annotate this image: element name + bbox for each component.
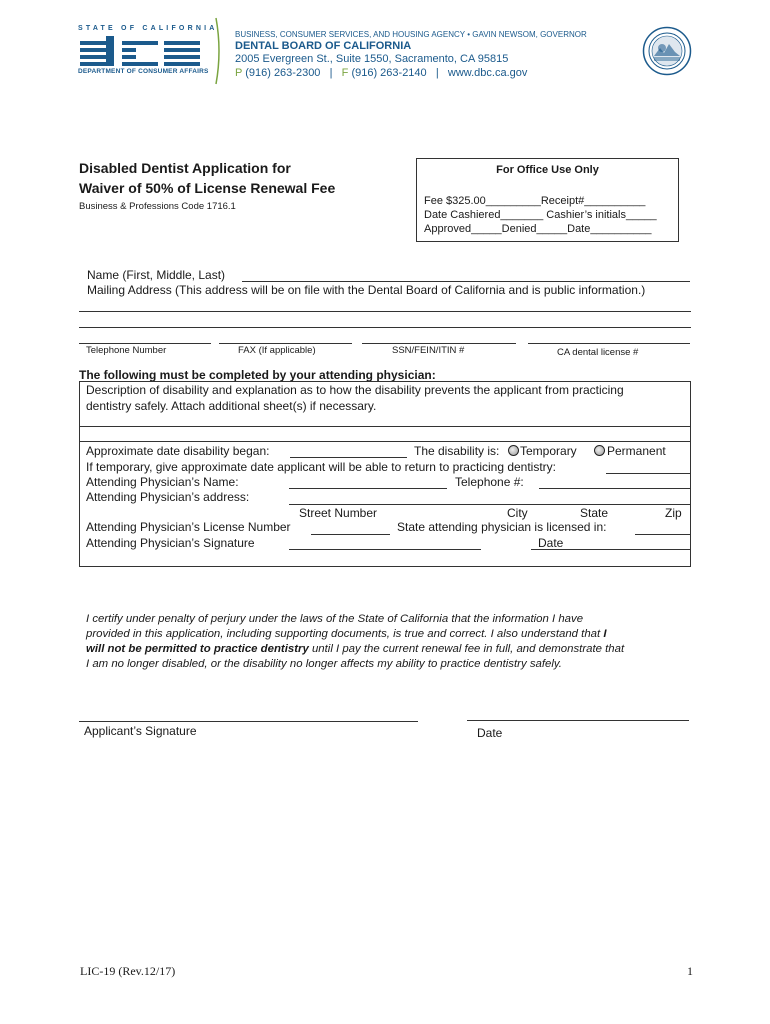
- certification-line3: [86, 642, 690, 657]
- permanent-label: Permanent: [607, 444, 666, 458]
- street-number-label: Street Number: [299, 506, 378, 520]
- form-title-line1: Disabled Dentist Application for: [79, 160, 291, 176]
- city-label: City: [507, 506, 528, 520]
- physician-box-right: [690, 381, 691, 567]
- fax-field[interactable]: [219, 343, 352, 344]
- contact-line: [235, 67, 527, 79]
- ssn-label: SSN/FEIN/ITIN #: [392, 345, 465, 356]
- physician-name-field[interactable]: [289, 488, 447, 489]
- department-text: DEPARTMENT OF CONSUMER AFFAIRS: [78, 68, 209, 75]
- physician-signature-field[interactable]: [289, 549, 481, 550]
- separator: |: [435, 67, 439, 79]
- office-use-fields: [424, 194, 657, 236]
- separator: |: [329, 67, 333, 79]
- agency-line: BUSINESS, CONSUMER SERVICES, AND HOUSING AGENCY • GAVIN NEWSOM, GOVERNOR: [235, 30, 587, 39]
- telephone-label: Telephone Number: [86, 345, 167, 356]
- physician-box-bottom: [79, 566, 691, 567]
- applicant-date-label: Date: [477, 726, 503, 740]
- physician-date-field[interactable]: [531, 549, 690, 550]
- return-date-label: If temporary, give approximate date applicant will be able to return to practicing dentistry:: [86, 460, 557, 474]
- applicant-date-field[interactable]: [467, 720, 689, 721]
- certification-line2-bold: I: [603, 628, 607, 640]
- description-extra-line: [79, 441, 691, 442]
- applicant-signature-label: Applicant’s Signature: [84, 724, 197, 738]
- approx-date-field[interactable]: [290, 457, 407, 458]
- office-cashier-line: Date Cashiered_______ Cashier’s initials_____: [424, 209, 657, 221]
- state-licensed-label: State attending physician is licensed in:: [397, 520, 607, 534]
- disability-description-label-2: dentistry safely. Attach additional sheet(s) if necessary.: [86, 399, 377, 413]
- description-area-bottom: [79, 426, 691, 427]
- physician-address-field[interactable]: [289, 504, 690, 505]
- certification-line2: [86, 627, 690, 642]
- office-fee-line: Fee $325.00_________Receipt#__________: [424, 195, 646, 207]
- office-use-heading: For Office Use Only: [496, 164, 599, 176]
- fax-number: (916) 263-2140: [351, 67, 427, 79]
- approx-date-label: Approximate date disability began:: [86, 444, 270, 458]
- board-name: DENTAL BOARD OF CALIFORNIA: [235, 40, 412, 52]
- website-link[interactable]: www.dbc.ca.gov: [447, 67, 528, 79]
- dca-logo-mark: [78, 36, 206, 66]
- state-licensed-field[interactable]: [635, 534, 690, 535]
- statute-code: Business & Professions Code 1716.1: [79, 201, 236, 212]
- permanent-radio[interactable]: [594, 445, 605, 456]
- mailing-address-field-1[interactable]: [79, 311, 691, 312]
- phone-number: (916) 263-2300: [245, 67, 321, 79]
- return-date-field[interactable]: [606, 473, 690, 474]
- physician-date-label: Date: [538, 536, 564, 550]
- fax-prefix: F: [341, 67, 349, 79]
- dental-license-label: CA dental license #: [557, 347, 639, 358]
- certification-statement: [86, 612, 690, 672]
- temporary-label: Temporary: [520, 444, 577, 458]
- state-seal-icon: [642, 26, 692, 76]
- certification-line2-text: provided in this application, including supporting documents, is true and correct. I also understand that: [86, 628, 604, 640]
- ssn-field[interactable]: [362, 343, 516, 344]
- physician-address-label: Attending Physician’s address:: [86, 490, 250, 504]
- physician-box-top: [79, 381, 691, 382]
- applicant-signature-field[interactable]: [79, 721, 418, 722]
- telephone-field[interactable]: [79, 343, 211, 344]
- mailing-address-field-2[interactable]: [79, 327, 691, 328]
- state-label: State: [580, 506, 609, 520]
- physician-section-heading: The following must be completed by your attending physician:: [79, 368, 436, 382]
- physician-box-left: [79, 381, 80, 567]
- office-approval-line: Approved_____Denied_____Date__________: [424, 223, 652, 235]
- disability-description-label: Description of disability and explanation as to how the disability prevents the applicant from practicing: [86, 383, 624, 397]
- physician-license-field[interactable]: [311, 534, 390, 535]
- form-title: [79, 158, 335, 198]
- mailing-address-label: Mailing Address (This address will be on file with the Dental Board of California and is public information.): [87, 283, 646, 297]
- disability-is-label: The disability is:: [414, 444, 500, 458]
- dental-license-field[interactable]: [528, 343, 690, 344]
- header-divider-curve: [212, 16, 226, 86]
- form-number: LIC-19 (Rev.12/17): [80, 964, 176, 978]
- page-number: 1: [687, 964, 693, 978]
- certification-line1: I certify under penalty of perjury under the laws of the State of California that the information I have: [86, 613, 584, 625]
- board-address: 2005 Evergreen St., Suite 1550, Sacramento, CA 95815: [235, 53, 509, 65]
- physician-name-label: Attending Physician’s Name:: [86, 475, 239, 489]
- certification-line3-text: until I pay the current renewal fee in full, and demonstrate that: [308, 643, 625, 655]
- state-of-california-text: STATE OF CALIFORNIA: [78, 25, 218, 32]
- temporary-radio[interactable]: [508, 445, 519, 456]
- certification-line3-bold: will not be permitted to practice dentistry: [86, 643, 309, 655]
- phone-prefix: P: [235, 67, 243, 79]
- form-title-line2: Waiver of 50% of License Renewal Fee: [79, 180, 336, 196]
- zip-label: Zip: [665, 506, 682, 520]
- physician-signature-label: Attending Physician’s Signature: [86, 536, 255, 550]
- physician-telephone-label: Telephone #:: [455, 475, 524, 489]
- name-label: Name (First, Middle, Last): [87, 268, 226, 282]
- physician-telephone-field[interactable]: [539, 488, 690, 489]
- disability-description-field[interactable]: [80, 412, 689, 425]
- certification-line4: I am no longer disabled, or the disability no longer affects my ability to practice dentistry safely.: [86, 658, 562, 670]
- physician-license-label: Attending Physician’s License Number: [86, 520, 291, 534]
- fax-label: FAX (If applicable): [238, 345, 316, 356]
- name-field[interactable]: [242, 281, 690, 282]
